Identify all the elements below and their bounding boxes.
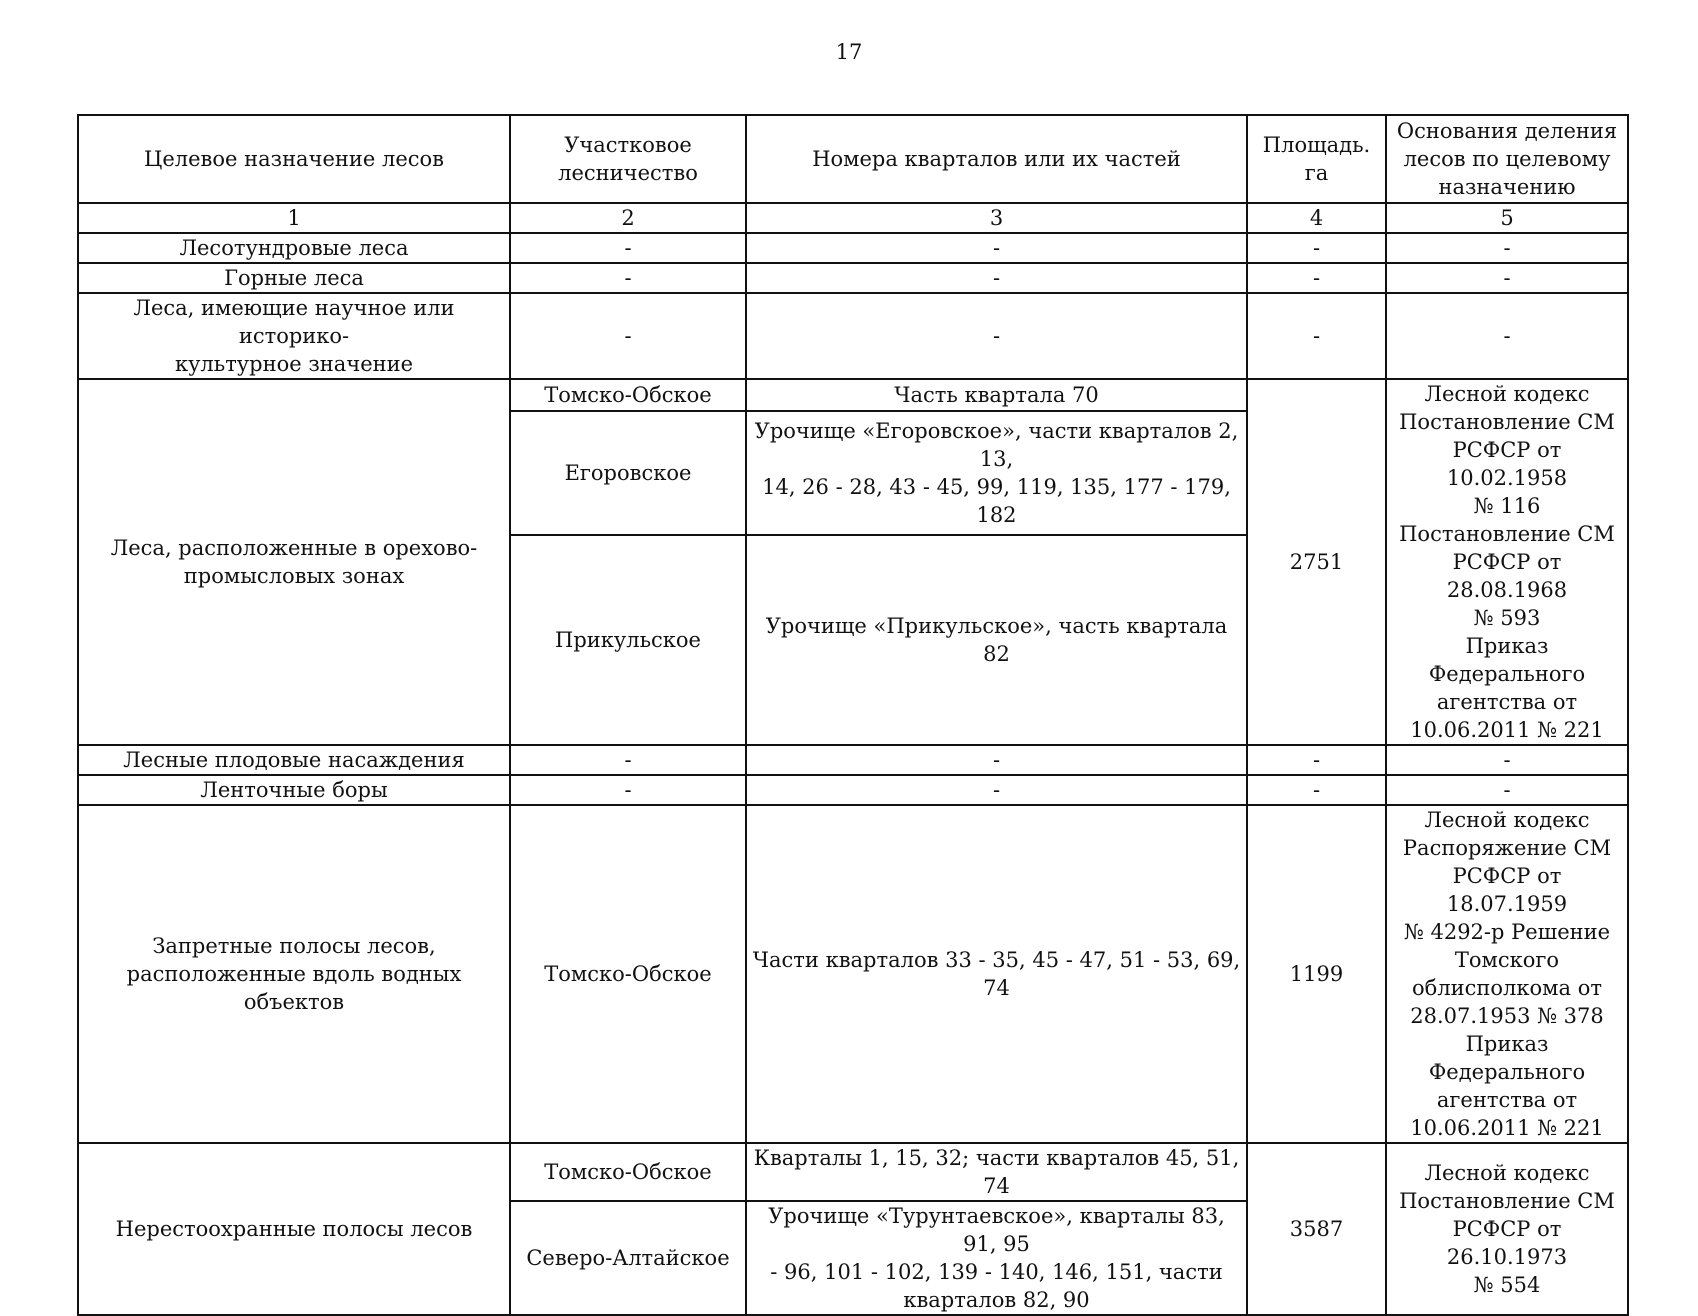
- column-number: 5: [1386, 203, 1628, 233]
- header-forestry: Участковое лесничество: [510, 115, 746, 203]
- forestry-cell: Томско-Обское: [510, 1143, 746, 1201]
- purpose-cell: Нерестоохранные полосы лесов: [78, 1143, 510, 1315]
- area-cell: -: [1247, 263, 1386, 293]
- table-row: [78, 263, 1628, 293]
- forestry-cell: -: [510, 293, 746, 379]
- forestry-cell: Егоровское: [510, 411, 746, 534]
- purpose-cell: Горные леса: [78, 263, 510, 293]
- basis-cell: Лесной кодекс Постановление СМ РСФСР от 10.02.1958 № 116 Постановление СМ РСФСР от 28.08.1968 № 593 Приказ Федерального агентства от 10.06.2011 № 221: [1386, 379, 1628, 745]
- column-number-row: [78, 203, 1628, 233]
- basis-cell: -: [1386, 775, 1628, 805]
- forestry-cell: Северо-Алтайское: [510, 1201, 746, 1315]
- forestry-cell: -: [510, 233, 746, 263]
- area-cell: -: [1247, 745, 1386, 775]
- table-row: [78, 233, 1628, 263]
- table-row: [78, 775, 1628, 805]
- quarters-cell: -: [746, 745, 1247, 775]
- quarters-cell: -: [746, 233, 1247, 263]
- purpose-cell: Леса, расположенные в орехово- промысловых зонах: [78, 379, 510, 745]
- purpose-cell: Лесотундровые леса: [78, 233, 510, 263]
- quarters-cell: -: [746, 775, 1247, 805]
- purpose-cell: Лесные плодовые насаждения: [78, 745, 510, 775]
- purpose-cell: Запретные полосы лесов, расположенные вдоль водных объектов: [78, 805, 510, 1143]
- table-row: [78, 805, 1628, 1143]
- quarters-cell: Урочище «Турунтаевское», кварталы 83, 91, 95 - 96, 101 - 102, 139 - 140, 146, 151, части кварталов 82, 90: [746, 1201, 1247, 1315]
- quarters-cell: Урочище «Егоровское», части кварталов 2, 13, 14, 26 - 28, 43 - 45, 99, 119, 135, 177 - 179, 182: [746, 411, 1247, 534]
- area-cell: -: [1247, 293, 1386, 379]
- area-cell: -: [1247, 775, 1386, 805]
- forestry-cell: Прикульское: [510, 535, 746, 745]
- table-header-row: [78, 115, 1628, 203]
- page-number: 17: [835, 40, 863, 64]
- quarters-cell: -: [746, 263, 1247, 293]
- forestry-cell: Томско-Обское: [510, 379, 746, 411]
- area-cell: 2751: [1247, 379, 1386, 745]
- forestry-cell: -: [510, 775, 746, 805]
- basis-cell: -: [1386, 293, 1628, 379]
- basis-cell: -: [1386, 263, 1628, 293]
- column-number: 4: [1247, 203, 1386, 233]
- header-quarters: Номера кварталов или их частей: [746, 115, 1247, 203]
- table-row: [78, 293, 1628, 379]
- purpose-cell: Леса, имеющие научное или историко- культурное значение: [78, 293, 510, 379]
- header-purpose: Целевое назначение лесов: [78, 115, 510, 203]
- forestry-cell: -: [510, 745, 746, 775]
- basis-cell: -: [1386, 745, 1628, 775]
- purpose-cell: Ленточные боры: [78, 775, 510, 805]
- area-cell: 3587: [1247, 1143, 1386, 1315]
- column-number: 3: [746, 203, 1247, 233]
- forestry-cell: -: [510, 263, 746, 293]
- forest-purpose-table: [77, 114, 1629, 1316]
- column-number: 2: [510, 203, 746, 233]
- table-row: [78, 1143, 1628, 1201]
- quarters-cell: -: [746, 293, 1247, 379]
- header-area: Площадь. га: [1247, 115, 1386, 203]
- header-basis: Основания деления лесов по целевому назначению: [1386, 115, 1628, 203]
- quarters-cell: Части кварталов 33 - 35, 45 - 47, 51 - 53, 69, 74: [746, 805, 1247, 1143]
- area-cell: -: [1247, 233, 1386, 263]
- quarters-cell: Урочище «Прикульское», часть квартала 82: [746, 535, 1247, 745]
- quarters-cell: Часть квартала 70: [746, 379, 1247, 411]
- table-row: [78, 745, 1628, 775]
- table-row: [78, 379, 1628, 411]
- basis-cell: -: [1386, 233, 1628, 263]
- basis-cell: Лесной кодекс Постановление СМ РСФСР от 26.10.1973 № 554: [1386, 1143, 1628, 1315]
- basis-cell: Лесной кодекс Распоряжение СМ РСФСР от 18.07.1959 № 4292-р Решение Томского облисполкома от 28.07.1953 № 378 Приказ Федерального агентства от 10.06.2011 № 221: [1386, 805, 1628, 1143]
- forestry-cell: Томско-Обское: [510, 805, 746, 1143]
- column-number: 1: [78, 203, 510, 233]
- area-cell: 1199: [1247, 805, 1386, 1143]
- quarters-cell: Кварталы 1, 15, 32; части кварталов 45, 51, 74: [746, 1143, 1247, 1201]
